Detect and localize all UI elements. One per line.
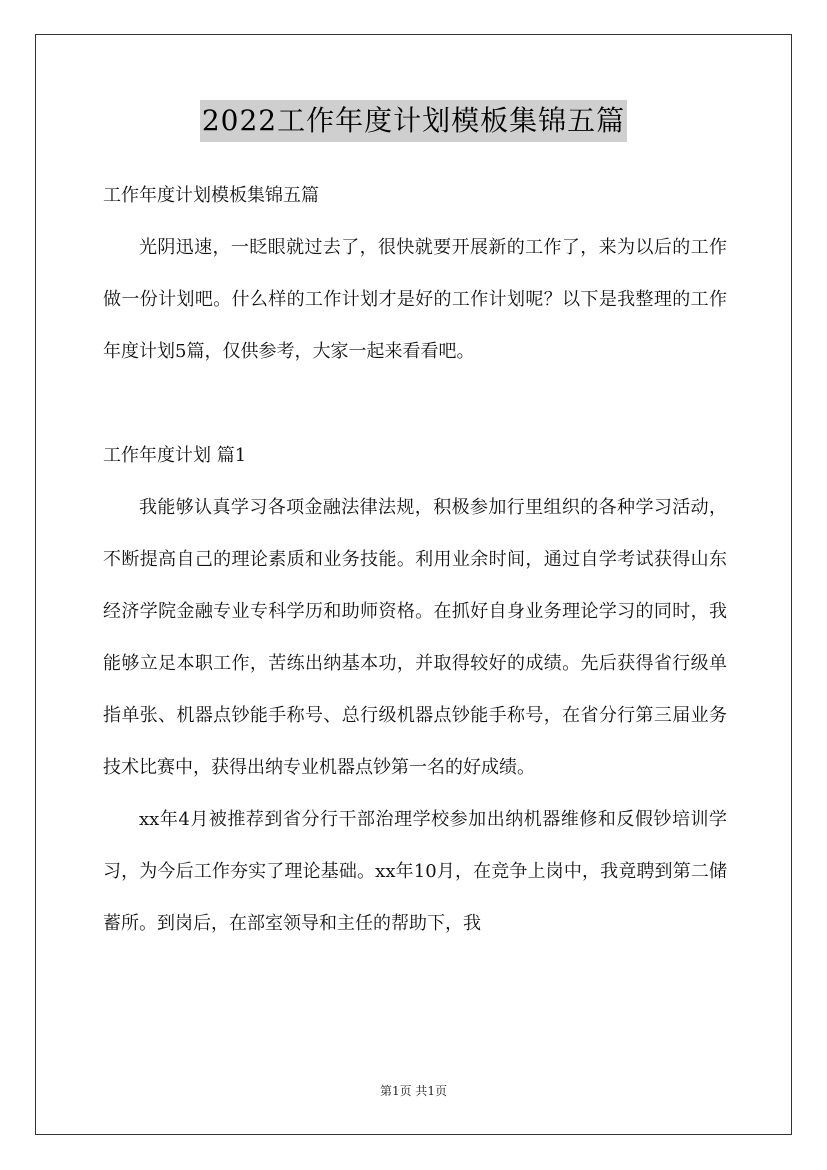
document-subtitle: 工作年度计划模板集锦五篇	[103, 185, 319, 206]
document-body	[103, 170, 727, 950]
body-paragraph: 我能够认真学习各项金融法律法规，积极参加行里组织的各种学习活动，不断提高自己的理论素质和业务技能。利用业余时间，通过自学考试获得山东经济学院金融专业专科学历和助师资格。在抓好自身业务理论学习的同时，我能够立足本职工作，苦练出纳基本功，并取得较好的成绩。先后获得省行级单指单张、机器点钞能手称号、总行级机器点钞能手称号，在省分行第三届业务技术比赛中，获得出纳专业机器点钞第一名的好成绩。	[103, 497, 727, 778]
section-spacer	[103, 378, 727, 430]
section-heading: 工作年度计划 篇1	[103, 445, 247, 466]
page-footer: 第1页 共1页	[379, 1084, 448, 1098]
body-paragraph: xx年4月被推荐到省分行干部治理学校参加出纳机器维修和反假钞培训学习，为今后工作夯实了理论基础。xx年10月，在竞争上岗中，我竟聘到第二储蓄所。到岗后，在部室领导和主任的帮助下，我	[103, 809, 727, 934]
title-container	[0, 100, 827, 142]
document-title: 2022工作年度计划模板集锦五篇	[200, 100, 627, 142]
intro-paragraph: 光阴迅速，一眨眼就过去了，很快就要开展新的工作了，来为以后的工作做一份计划吧。什么样的工作计划才是好的工作计划呢？以下是我整理的工作年度计划5篇，仅供参考，大家一起来看看吧。	[103, 237, 727, 362]
